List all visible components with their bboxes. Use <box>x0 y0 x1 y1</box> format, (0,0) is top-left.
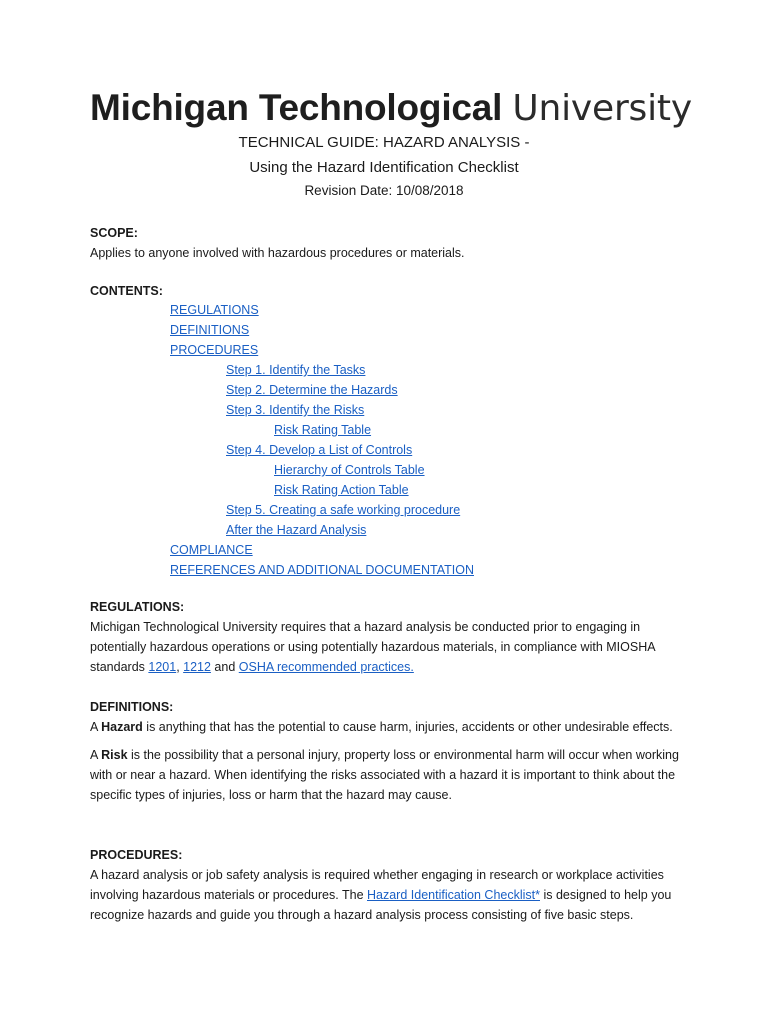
regulations-heading: REGULATIONS: <box>90 600 185 614</box>
hazard-prefix: A <box>90 720 102 734</box>
risk-text: is the possibility that a personal injury, property loss or environmental harm will occur when working with or near a hazard. When identifying the risks associated with a hazard it is important to think about the specific types of injuries, loss or harm that the hazard may cause. <box>90 748 679 802</box>
document-subtitle: Using the Hazard Identification Checklist <box>249 159 519 176</box>
definitions-section <box>90 697 690 805</box>
toc-link-regulations[interactable]: REGULATIONS <box>170 303 259 317</box>
toc-link-after-analysis[interactable]: After the Hazard Analysis <box>226 523 367 537</box>
procedures-text <box>90 865 690 925</box>
toc-link-references[interactable]: REFERENCES AND ADDITIONAL DOCUMENTATION <box>170 563 474 577</box>
regulations-comma: , <box>176 660 184 674</box>
regulations-section <box>90 597 690 677</box>
toc-link-risk-rating-table[interactable]: Risk Rating Table <box>274 423 372 437</box>
procedures-section <box>90 845 690 925</box>
toc-link-risk-rating-action[interactable]: Risk Rating Action Table <box>274 483 409 497</box>
toc-link-procedures[interactable]: PROCEDURES <box>170 343 259 357</box>
risk-term: Risk <box>101 748 128 762</box>
toc-link-definitions[interactable]: DEFINITIONS <box>170 323 250 337</box>
risk-prefix: A <box>90 748 102 762</box>
risk-definition <box>90 745 690 805</box>
link-1212[interactable]: 1212 <box>183 660 211 674</box>
toc-link-compliance[interactable]: COMPLIANCE <box>170 543 253 557</box>
procedures-text-b: is designed to help you recognize hazards and guide you through a hazard analysis process consisting of five basic steps. <box>90 888 672 922</box>
hazard-definition <box>90 717 690 737</box>
university-logo <box>90 86 690 131</box>
regulations-text <box>90 617 690 677</box>
link-hazard-checklist[interactable]: Hazard Identification Checklist* <box>367 888 540 902</box>
logo-bold-text: Michigan Technological <box>90 87 503 128</box>
link-osha-practices[interactable]: OSHA recommended practices. <box>238 660 414 674</box>
document-title: TECHNICAL GUIDE: HAZARD ANALYSIS - <box>238 134 530 151</box>
procedures-text-a: A hazard analysis or job safety analysis is required whether engaging in research or workplace activities involving hazardous materials or procedures. The <box>90 868 664 902</box>
toc-link-step2[interactable]: Step 2. Determine the Hazards <box>226 383 398 397</box>
scope-text: Applies to anyone involved with hazardous procedures or materials. <box>90 246 465 260</box>
logo-light-text: University <box>512 88 692 129</box>
hazard-text: is anything that has the potential to cause harm, injuries, accidents or other undesirable effects. <box>142 720 673 734</box>
revision-date: Revision Date: 10/08/2018 <box>304 183 464 198</box>
scope-section <box>90 223 690 263</box>
contents-heading-block <box>90 281 690 301</box>
regulations-text-main: Michigan Technological University requires that a hazard analysis be conducted prior to engaging in potentially hazardous operations or using potentially hazardous materials, in compliance with MIOSHA standards <box>90 620 655 674</box>
link-1201[interactable]: 1201 <box>148 660 177 674</box>
toc-link-step3[interactable]: Step 3. Identify the Risks <box>226 403 365 417</box>
toc-link-step5[interactable]: Step 5. Creating a safe working procedure <box>226 503 461 517</box>
hazard-term: Hazard <box>101 720 143 734</box>
contents-heading: CONTENTS: <box>90 284 163 298</box>
definitions-heading: DEFINITIONS: <box>90 700 174 714</box>
scope-heading: SCOPE: <box>90 226 138 240</box>
toc-link-step4[interactable]: Step 4. Develop a List of Controls <box>226 443 413 457</box>
toc-link-step1[interactable]: Step 1. Identify the Tasks <box>226 363 366 377</box>
regulations-and: and <box>210 660 239 674</box>
toc-link-hierarchy-of-controls[interactable]: Hierarchy of Controls Table <box>274 463 425 477</box>
procedures-heading: PROCEDURES: <box>90 848 183 862</box>
